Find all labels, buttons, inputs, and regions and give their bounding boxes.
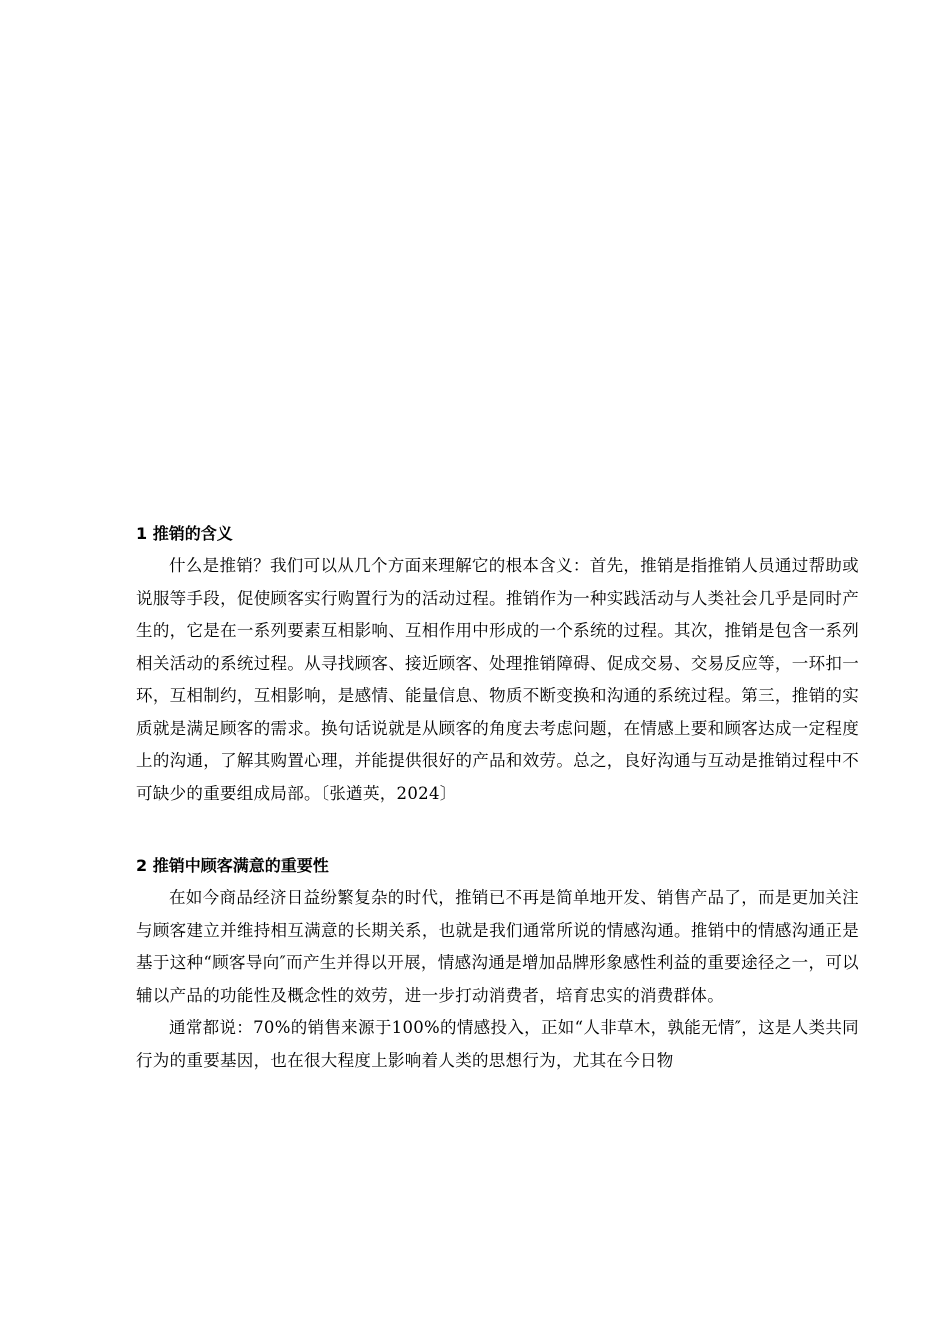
section-1: [136, 518, 859, 810]
section-paragraph: 什么是推销？我们可以从几个方面来理解它的根本含义：首先，推销是指推销人员通过帮助或说服等手段，促使顾客实行购置行为的活动过程。推销作为一种实践活动与人类社会几乎是同时产生的，它是在一系列要素互相影响、互相作用中形成的一个系统的过程。其次，推销是包含一系列相关活动的系统过程。从寻找顾客、接近顾客、处理推销障碍、促成交易、交易反应等，一环扣一环，互相制约，互相影响，是感情、能量信息、物质不断变换和沟通的系统过程。第三，推销的实质就是满足顾客的需求。换句话说就是从顾客的角度去考虑问题，在情感上要和顾客达成一定程度上的沟通，了解其购置心理，并能提供很好的产品和效劳。总之，良好沟通与互动是推销过程中不可缺少的重要组成局部。〔张遒英，2024〕: [136, 556, 859, 803]
section-heading: 2 推销中顾客满意的重要性: [136, 856, 329, 875]
document-body: [136, 518, 859, 1077]
section-spacer: [136, 810, 859, 850]
section-paragraph: 在如今商品经济日益纷繁复杂的时代，推销已不再是简单地开发、销售产品了，而是更加关注与顾客建立并维持相互满意的长期关系，也就是我们通常所说的情感沟通。推销中的情感沟通正是基于这种“顾客导向″而产生并得以开展，情感沟通是增加品牌形象感性利益的重要途径之一，可以辅以产品的功能性及概念性的效劳，进一步打动消费者，培育忠实的消费群体。: [136, 888, 859, 1005]
section-heading: 1 推销的含义: [136, 524, 233, 543]
section-paragraph: 通常都说：70%的销售来源于100%的情感投入，正如“人非草木，孰能无情″，这是人类共同行为的重要基因，也在很大程度上影响着人类的思想行为，尤其在今日物: [136, 1018, 859, 1070]
section-2: [136, 850, 859, 1077]
